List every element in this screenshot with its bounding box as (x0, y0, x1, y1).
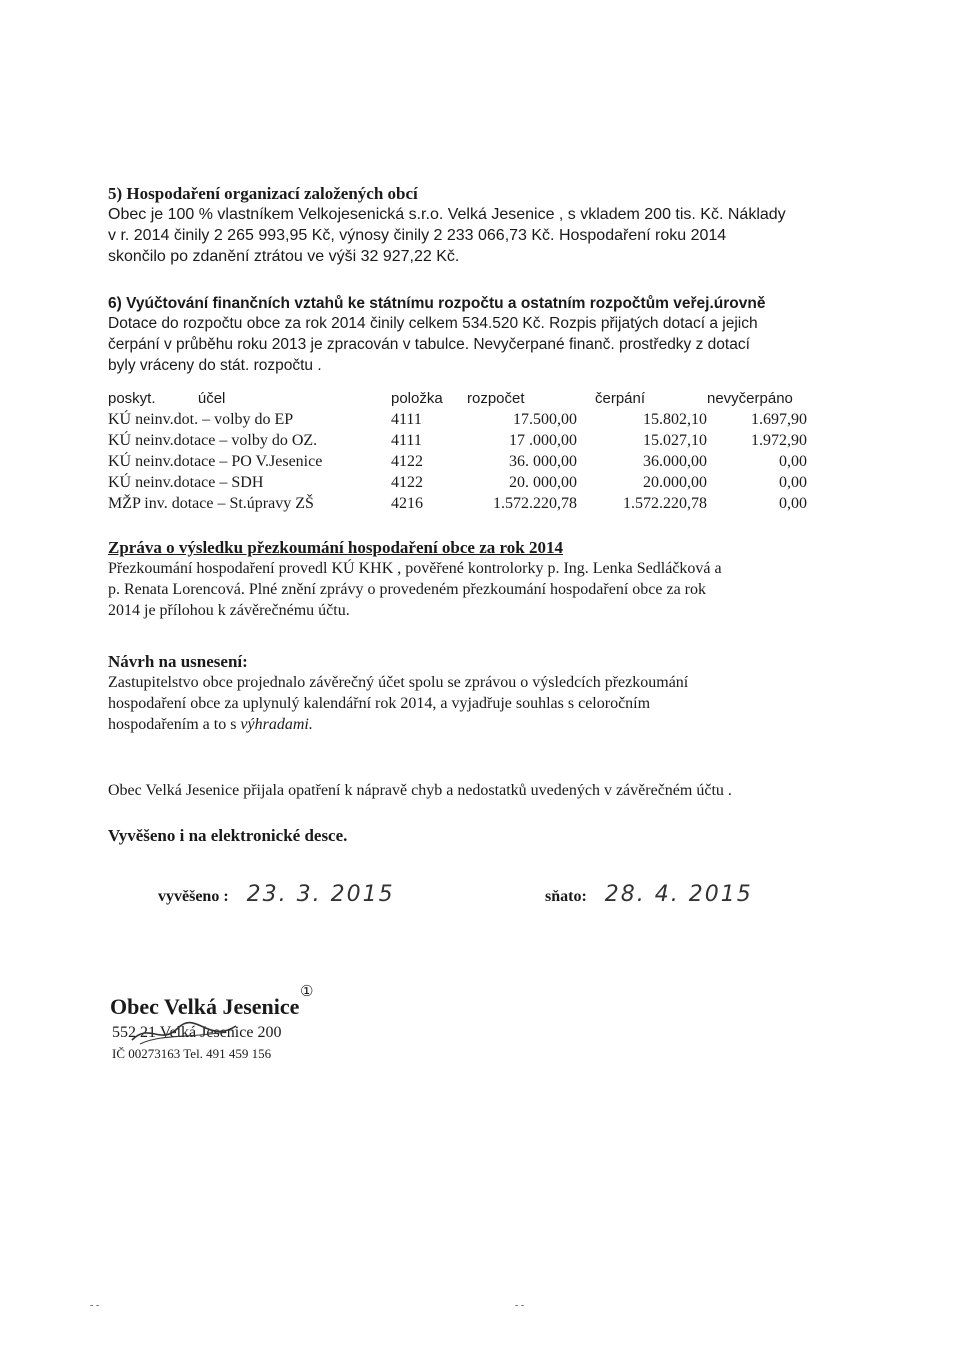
section-6-heading: 6) Vyúčtování finančních vztahů ke státnímu rozpočtu a ostatním rozpočtům veřej.úrovně (108, 295, 766, 312)
resolution-heading: Návrh na usnesení: (108, 652, 248, 671)
cell-budget: 20. 000,00 (509, 473, 577, 491)
section-5 (108, 184, 848, 267)
cell-unused: 1.972,90 (751, 431, 807, 449)
review-report-line: 2014 je přílohou k závěrečnému účtu. (108, 602, 350, 619)
cell-provider-purpose: KÚ neinv.dot. – volby do EP (108, 410, 294, 428)
resolution-proposal (108, 652, 848, 735)
stamp-ico-phone: IČ 00273163 Tel. 491 459 156 (112, 1046, 272, 1061)
table-row (108, 472, 807, 493)
section-6-line: Dotace do rozpočtu obce za rok 2014 činily celkem 534.520 Kč. Rozpis přijatých dotací a jejich (108, 315, 758, 332)
resolution-line: Zastupitelstvo obce projednalo závěrečný účet spolu se zprávou o výsledcích přezkoumání (108, 674, 689, 691)
cell-budget: 1.572.220,78 (493, 494, 577, 512)
header-provider: poskyt. (108, 390, 156, 407)
cell-used: 36.000,00 (643, 452, 707, 470)
header-budget: rozpočet (467, 390, 525, 407)
section-5-heading: 5) Hospodaření organizací založených obcí (108, 184, 418, 203)
header-provider-purpose (108, 388, 391, 409)
cell-used: 1.572.220,78 (623, 494, 707, 512)
section-5-line: Obec je 100 % vlastníkem Velkojesenická s.r.o. Velká Jesenice , s vkladem 200 tis. Kč. Náklady (108, 206, 786, 223)
cell-budget: 36. 000,00 (509, 452, 577, 470)
posted-label: vyvěšeno : (158, 888, 229, 905)
cell-unused: 1.697,90 (751, 410, 807, 428)
posted-electronic-note: Vyvěšeno i na elektronické desce. (108, 826, 348, 845)
header-item: položka (391, 390, 443, 407)
cell-provider-purpose: KÚ neinv.dotace – SDH (108, 473, 264, 491)
header-purpose: účel (197, 390, 226, 407)
cell-provider-purpose: KÚ neinv.dotace – volby do OZ. (108, 431, 318, 449)
stamp-address: 552 21 Velká Jesenice 200 (112, 1024, 282, 1041)
section-5-line: v r. 2014 činily 2 265 993,95 Kč, výnosy činily 2 233 066,73 Kč. Hospodaření roku 2014 (108, 227, 727, 244)
section-5-line: skončilo po zdanění ztrátou ve výši 32 927,22 Kč. (108, 248, 460, 265)
removed-date-row (545, 882, 753, 907)
resolution-last-line: hospodařením a to s (108, 716, 241, 733)
posted-date-handwritten: 23. 3. 2015 (246, 882, 395, 907)
removed-label: sňato: (545, 888, 587, 905)
resolution-line: hospodaření obce za uplynulý kalendářní rok 2014, a vyjadřuje souhlas s celoročním (108, 695, 651, 712)
cell-used: 15.802,10 (643, 410, 707, 428)
cell-item: 4122 (391, 473, 423, 491)
grants-table (108, 388, 807, 514)
resolution-line (108, 714, 848, 735)
cell-item: 4122 (391, 452, 423, 470)
review-report-line: p. Renata Lorencová. Plné znění zprávy o provedeném přezkoumání hospodaření obce za rok (108, 581, 706, 598)
header-unused: nevyčerpáno (707, 390, 793, 407)
cell-budget: 17.500,00 (513, 410, 577, 428)
municipal-stamp (110, 982, 330, 1062)
stamp-number-mark: ① (300, 984, 314, 1000)
cell-item: 4111 (391, 431, 422, 449)
table-row (108, 493, 807, 514)
resolution-reservations: výhradami. (240, 716, 313, 733)
removed-date-handwritten: 28. 4. 2015 (604, 882, 753, 907)
cell-budget: 17 .000,00 (509, 431, 577, 449)
review-report-line: Přezkoumání hospodaření provedl KÚ KHK , pověřené kontrolorky p. Ing. Lenka Sedláčková a (108, 560, 722, 577)
cell-unused: 0,00 (779, 494, 807, 512)
cell-provider-purpose: MŽP inv. dotace – St.úpravy ZŠ (108, 494, 314, 512)
cell-unused: 0,00 (779, 473, 807, 491)
scan-speck: - - (515, 1300, 525, 1311)
section-6-line: čerpání v průběhu roku 2013 je zpracován v tabulce. Nevyčerpané finanč. prostředky z dotací (108, 336, 750, 353)
table-row (108, 409, 807, 430)
cell-provider-purpose: KÚ neinv.dotace – PO V.Jesenice (108, 452, 323, 470)
section-6-line: byly vráceny do stát. rozpočtu . (108, 357, 322, 374)
cell-used: 15.027,10 (643, 431, 707, 449)
cell-item: 4216 (391, 494, 423, 512)
header-used: čerpání (595, 390, 646, 407)
cell-item: 4111 (391, 410, 422, 428)
posted-date-row (158, 882, 395, 907)
table-header-row (108, 388, 807, 409)
signature-scribble-icon (130, 1020, 240, 1048)
table-row (108, 430, 807, 451)
review-report (108, 538, 848, 621)
table-row (108, 451, 807, 472)
scan-speck: - - (90, 1300, 100, 1311)
remedial-measures-note: Obec Velká Jesenice přijala opatření k nápravě chyb a nedostatků uvedených v závěrečném účtu . (108, 782, 732, 799)
stamp-title: Obec Velká Jesenice (110, 994, 300, 1019)
section-6 (108, 295, 848, 376)
cell-used: 20.000,00 (643, 473, 707, 491)
review-report-heading: Zpráva o výsledku přezkoumání hospodaření obce za rok 2014 (108, 538, 563, 557)
cell-unused: 0,00 (779, 452, 807, 470)
